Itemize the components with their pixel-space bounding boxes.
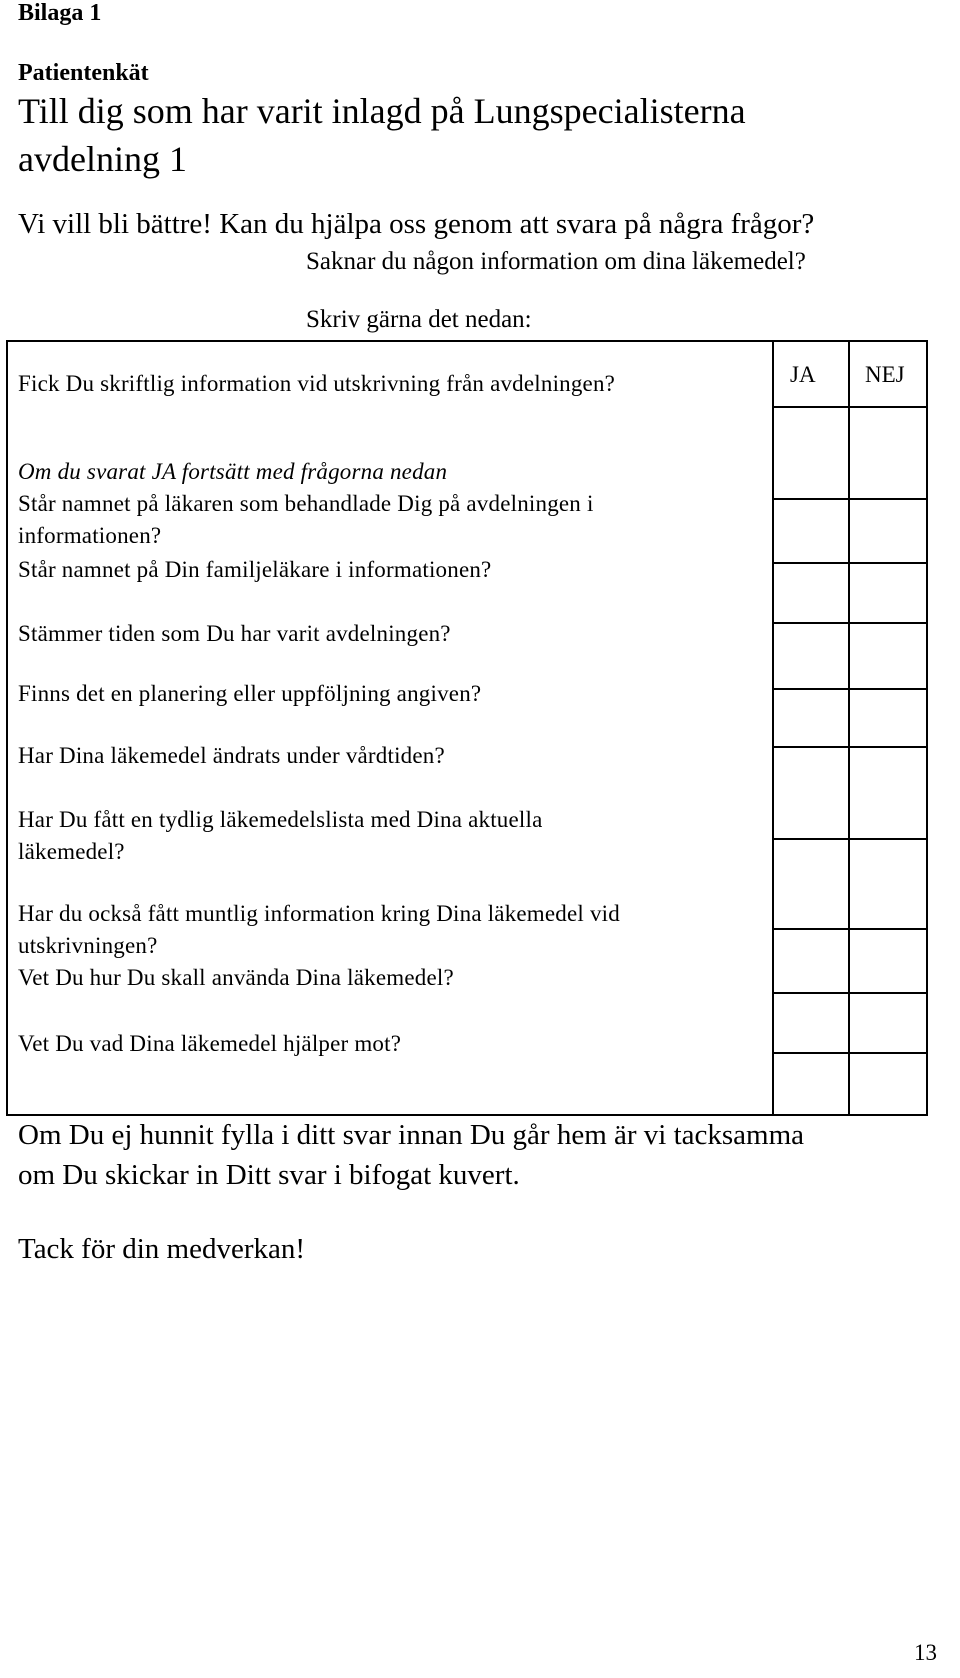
outro-line2: om Du skickar in Ditt svar i bifogat kuvert. [18, 1159, 520, 1191]
question-medication-changed: Har Dina läkemedel ändrats under vårdtiden? [18, 743, 445, 768]
question-oral-info: Har du också fått muntlig information kring Dina läkemedel vid [18, 901, 620, 926]
page-number: 13 [914, 1640, 937, 1665]
question-what-for: Vet Du vad Dina läkemedel hjälper mot? [18, 1031, 402, 1056]
page-title-line1: Till dig som har varit inlagd på Lungspecialisterna [18, 91, 746, 131]
intro-line2: Saknar du någon information om dina läkemedel? [306, 248, 806, 275]
question-time: Stämmer tiden som Du har varit avdelningen? [18, 621, 451, 646]
question-family-doctor: Står namnet på Din familjeläkare i informationen? [18, 557, 492, 582]
question-doctor-name-cont: informationen? [18, 523, 162, 548]
question-oral-info-cont: utskrivningen? [18, 933, 158, 958]
page-title-line2: avdelning 1 [18, 139, 187, 179]
question-written-info: Fick Du skriftlig information vid utskrivning från avdelningen? [18, 371, 616, 396]
column-header-no: NEJ [865, 362, 905, 387]
answer-yes-cell[interactable] [774, 408, 848, 498]
intro-line3: Skriv gärna det nedan: [306, 306, 532, 333]
attachment-label: Bilaga 1 [18, 0, 102, 26]
answer-no-cell[interactable] [850, 408, 926, 498]
thanks-text: Tack för din medverkan! [18, 1233, 306, 1265]
question-planning: Finns det en planering eller uppföljning angiven? [18, 681, 482, 706]
question-doctor-name: Står namnet på läkaren som behandlade Dig på avdelningen i [18, 491, 594, 516]
question-medication-list-cont: läkemedel? [18, 839, 125, 864]
instruction-text: Om du svarat JA fortsätt med frågorna nedan [18, 459, 448, 484]
column-header-yes: JA [790, 362, 816, 387]
question-medication-list: Har Du fått en tydlig läkemedelslista med Dina aktuella [18, 807, 543, 832]
outro-line1: Om Du ej hunnit fylla i ditt svar innan Du går hem är vi tacksamma [18, 1119, 805, 1151]
survey-label: Patientenkät [18, 60, 149, 86]
intro-line1: Vi vill bli bättre! Kan du hjälpa oss genom att svara på några frågor? [18, 208, 815, 240]
question-how-to-use: Vet Du hur Du skall använda Dina läkemedel? [18, 965, 454, 990]
